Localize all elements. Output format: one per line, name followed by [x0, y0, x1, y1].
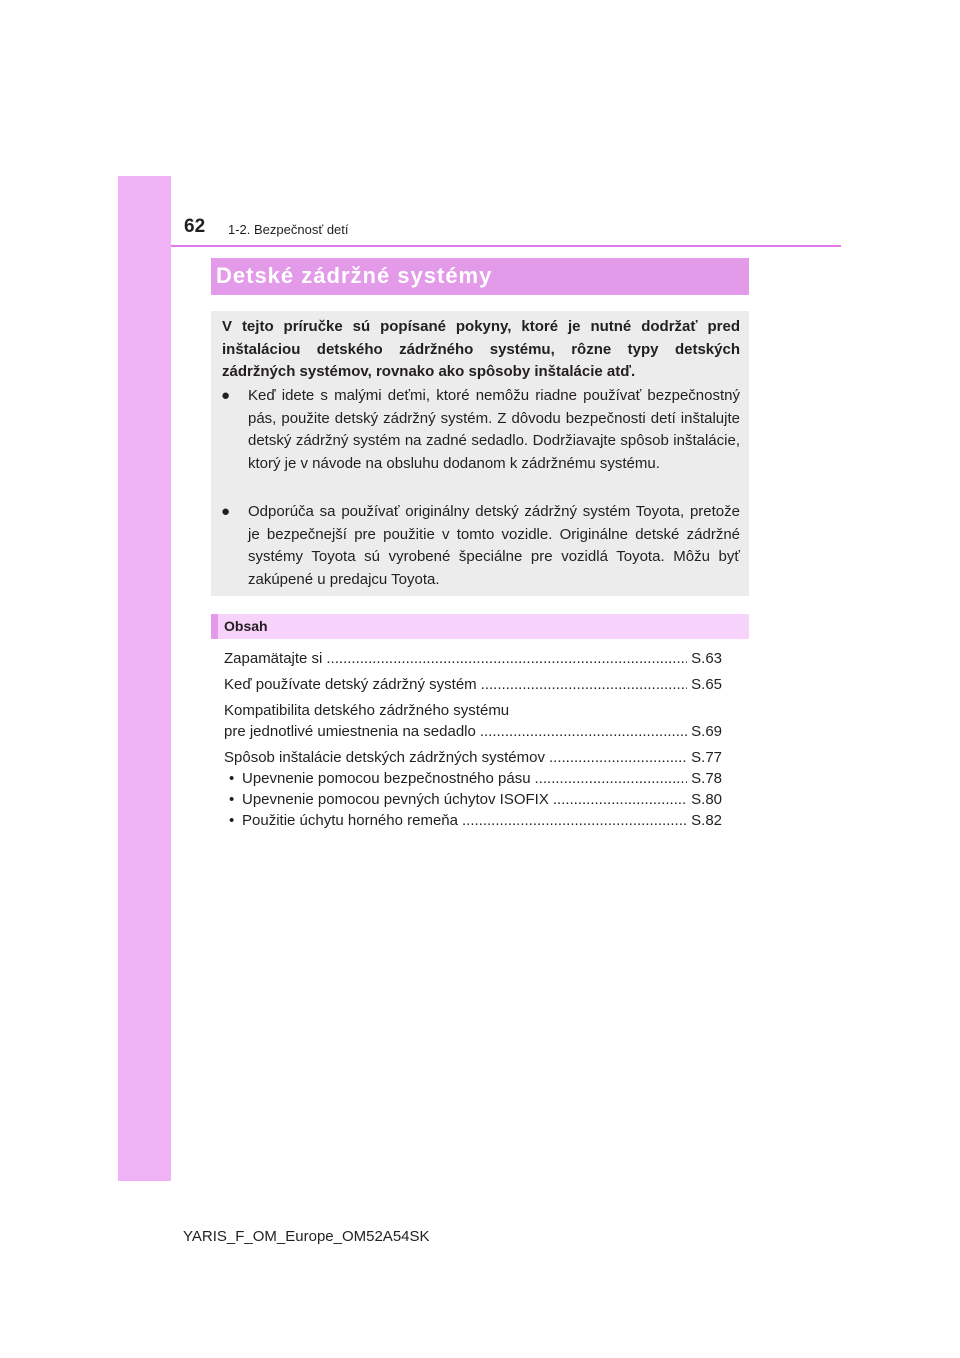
toc-entry[interactable] [224, 674, 722, 695]
intro-bullet-text: Odporúča sa používať originálny detský zádržný systém Toyota, pretože je bezpečnejší pre použitie v tomto vozidle. Originálne detské zádržné systémy Toyota sú vyrobené špeciálne pre vozidlá Toyota. Môžu byť zakúpené u predajcu Toyota. [248, 503, 740, 588]
toc-entry-label: Spôsob inštalácie detských zádržných systémov [224, 749, 545, 766]
page-title: Detské zádržné systémy [216, 263, 493, 288]
toc-entry-label-first-line: Kompatibilita detského zádržného systému [224, 702, 510, 719]
toc-page-ref[interactable]: S.69 [691, 723, 722, 740]
toc-leader [553, 789, 687, 810]
table-of-contents [224, 648, 722, 831]
toc-entry-label: Zapamätajte si [224, 650, 323, 667]
header-divider [171, 245, 841, 247]
intro-bullet-item [221, 501, 740, 591]
document-code: YARIS_F_OM_Europe_OM52A54SK [183, 1228, 430, 1245]
toc-page-ref[interactable]: S.77 [691, 749, 722, 766]
toc-leader [480, 721, 687, 742]
intro-bullet-item [221, 385, 740, 475]
toc-page-ref[interactable]: S.80 [691, 791, 722, 808]
toc-entry-label: Keď používate detský zádržný systém [224, 676, 477, 693]
toc-sub-entry[interactable] [224, 768, 722, 789]
toc-leader [462, 810, 687, 831]
toc-entry-label: pre jednotlivé umiestnenia na sedadlo [224, 723, 476, 740]
contents-heading: Obsah [224, 618, 268, 634]
intro-lead-text: V tejto príručke sú popísané pokyny, ktoré je nutné dodržať pred inštaláciou detského zádržného systému, rôzne typy detských zádržných systémov, rovnako ako spôsoby inštalácie atď. [222, 318, 740, 380]
toc-page-ref[interactable]: S.65 [691, 676, 722, 693]
toc-sub-entry[interactable] [224, 810, 722, 831]
toc-page-ref[interactable]: S.82 [691, 812, 722, 829]
sub-bullet-icon: • [229, 791, 235, 808]
toc-sub-entry[interactable] [224, 789, 722, 810]
toc-leader [535, 768, 688, 789]
toc-leader [549, 747, 687, 768]
bullet-dot-icon: ● [221, 503, 231, 520]
toc-sub-entry-label: Upevnenie pomocou bezpečnostného pásu [242, 770, 531, 787]
sub-bullet-icon: • [229, 812, 235, 829]
toc-leader [481, 674, 687, 695]
toc-entry[interactable] [224, 648, 722, 669]
toc-entry[interactable] [224, 721, 722, 742]
chapter-side-tab [118, 176, 171, 1181]
toc-page-ref[interactable]: S.78 [691, 770, 722, 787]
section-title: 1-2. Bezpečnosť detí [228, 222, 349, 237]
page-number: 62 [184, 216, 206, 237]
bullet-dot-icon: ● [221, 387, 231, 404]
toc-page-ref[interactable]: S.63 [691, 650, 722, 667]
toc-leader [326, 648, 687, 669]
intro-bullet-text: Keď idete s malými deťmi, ktoré nemôžu riadne používať bezpečnostný pás, použite detský zádržný systém. Z dôvodu bezpečnosti detí inštalujte detský zádržný systém na zadné sedadlo. Dodržiavajte spôsob inštalácie, ktorý je v návode na obsluhu dodanom k zádržnému systému. [248, 387, 740, 472]
contents-heading-bar [211, 614, 749, 639]
sub-bullet-icon: • [229, 770, 235, 787]
toc-entry[interactable] [224, 747, 722, 768]
toc-sub-entry-label: Upevnenie pomocou pevných úchytov ISOFIX [242, 791, 549, 808]
toc-sub-entry-label: Použitie úchytu horného remeňa [242, 812, 458, 829]
